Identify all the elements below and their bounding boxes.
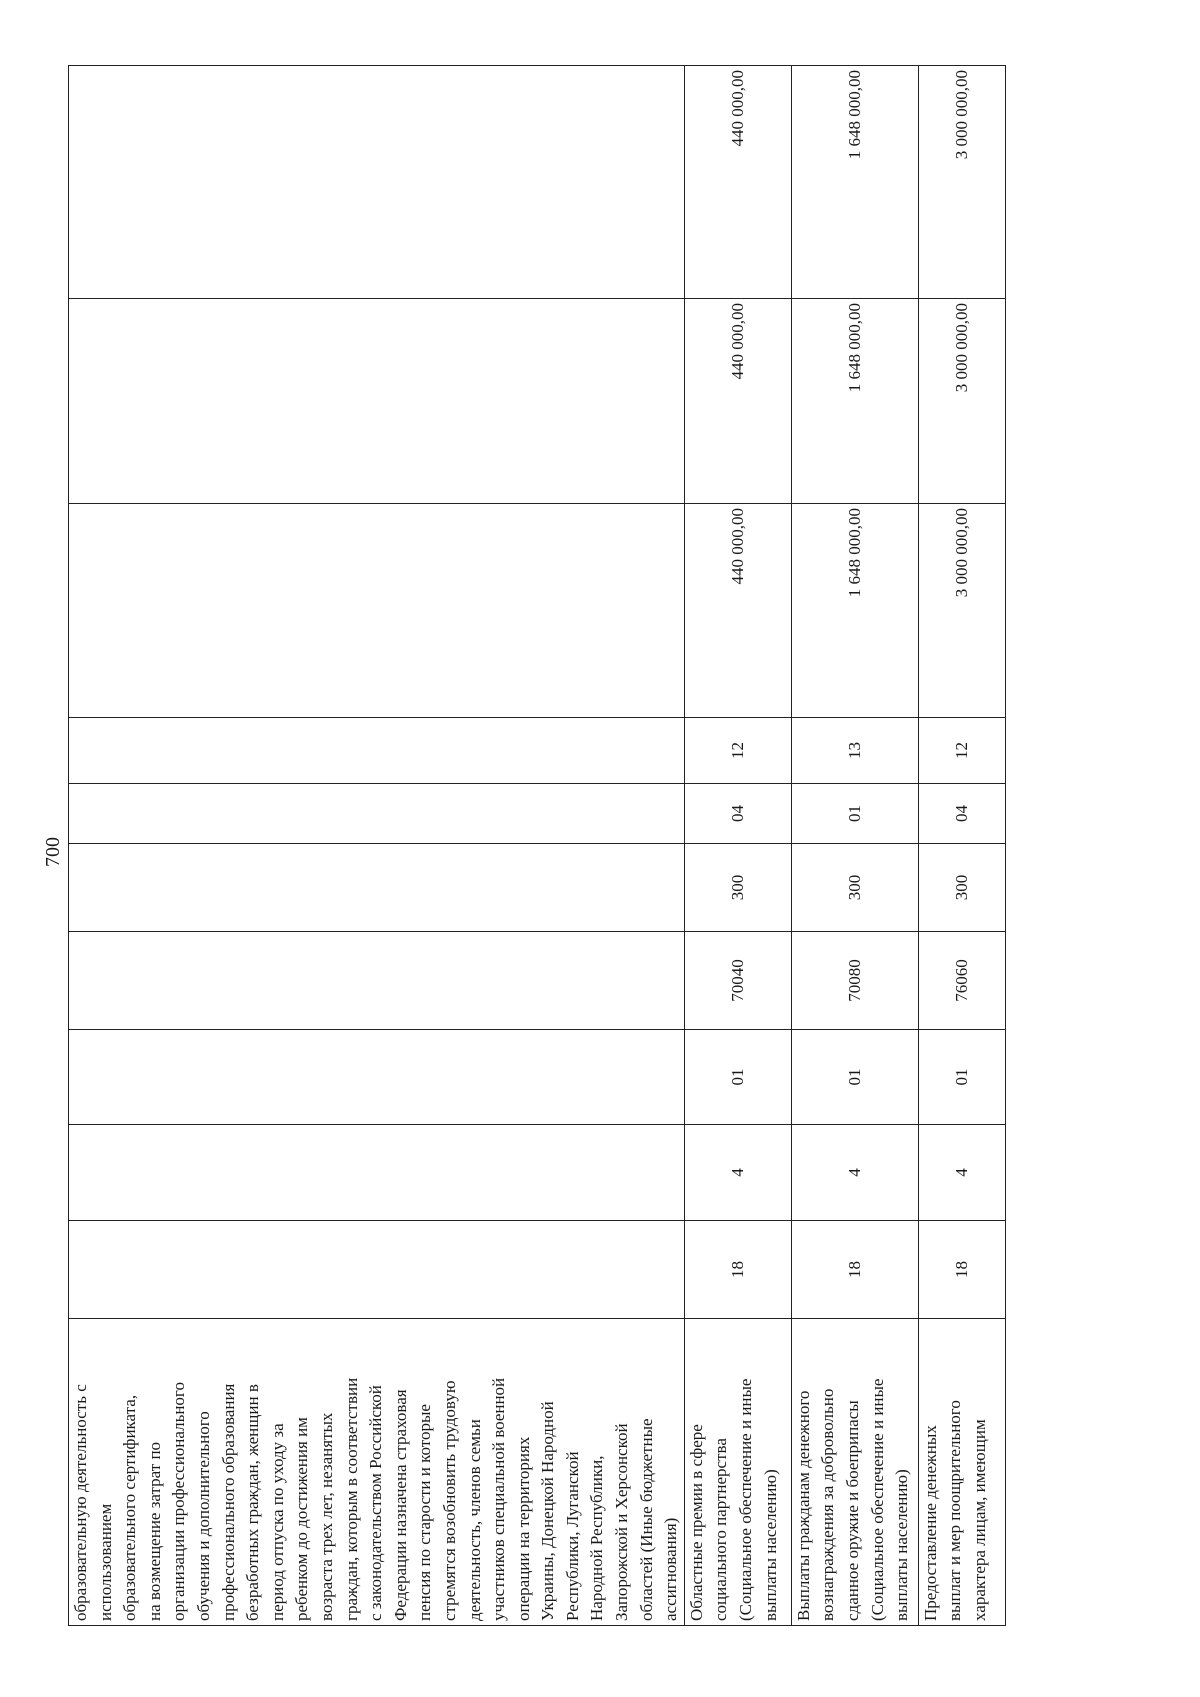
code-cell: 4 [918, 1125, 1005, 1221]
table-row [684, 66, 791, 1626]
code-cell: 70040 [684, 932, 791, 1030]
code-cell: 01 [791, 1030, 918, 1125]
code-cell [69, 844, 685, 932]
code-cell [69, 1221, 685, 1319]
amount-cell: 3 000 000,00 [918, 66, 1005, 299]
code-cell: 18 [791, 1221, 918, 1319]
amount-cell: 1 648 000,00 [791, 66, 918, 299]
amount-cell: 3 000 000,00 [918, 504, 1005, 718]
amount-cell [69, 504, 685, 718]
code-cell: 76060 [918, 932, 1005, 1030]
code-cell: 12 [684, 718, 791, 784]
code-cell [69, 1125, 685, 1221]
amount-cell: 440 000,00 [684, 66, 791, 299]
amount-cell: 3 000 000,00 [918, 299, 1005, 504]
code-cell [69, 1030, 685, 1125]
code-cell: 13 [791, 718, 918, 784]
code-cell: 18 [684, 1221, 791, 1319]
page-number: 700 [42, 837, 64, 867]
amount-cell: 1 648 000,00 [791, 299, 918, 504]
code-cell: 4 [791, 1125, 918, 1221]
code-cell: 01 [918, 1030, 1005, 1125]
code-cell: 4 [684, 1125, 791, 1221]
row-description: образовательную деятельность с использованием образовательного сертификата, на возмещение затрат по организации профессионального обучения и дополнительного профессионального образования безработных граждан, женщин в период отпуска по уходу за ребенком до достижения им возраста трех лет, незанятых граждан, которым в соответствии с законодательством Российской Федерации назначена страховая пенсия по старости и которые стремятся возобновить трудовую деятельность, членов семьи участников специальной военной операции на территориях Украины, Донецкой Народной Республики, Луганской Народной Республики, Запорожской и Херсонской областей (Иные бюджетные ассигнования) [69, 1319, 685, 1626]
budget-table [68, 65, 1006, 1626]
code-cell [69, 932, 685, 1030]
table-row [69, 66, 685, 1626]
amount-cell [69, 299, 685, 504]
row-description: Выплаты гражданам денежного вознаграждения за добровольно сданное оружие и боеприпасы (Социальное обеспечение и иные выплаты населению) [791, 1319, 918, 1626]
amount-cell [69, 66, 685, 299]
code-cell: 300 [791, 844, 918, 932]
code-cell: 04 [918, 784, 1005, 844]
code-cell: 300 [684, 844, 791, 932]
table-row [791, 66, 918, 1626]
code-cell: 12 [918, 718, 1005, 784]
row-description: Предоставление денежных выплат и мер поощрительного характера лицам, имеющим [918, 1319, 1005, 1626]
table-row [918, 66, 1005, 1626]
code-cell: 300 [918, 844, 1005, 932]
amount-cell: 440 000,00 [684, 504, 791, 718]
amount-cell: 1 648 000,00 [791, 504, 918, 718]
code-cell: 04 [684, 784, 791, 844]
code-cell: 01 [684, 1030, 791, 1125]
code-cell: 70080 [791, 932, 918, 1030]
code-cell [69, 784, 685, 844]
row-description: Областные премии в сфере социального партнерства (Социальное обеспечение и иные выплаты населению) [684, 1319, 791, 1626]
code-cell [69, 718, 685, 784]
amount-cell: 440 000,00 [684, 299, 791, 504]
code-cell: 18 [918, 1221, 1005, 1319]
code-cell: 01 [791, 784, 918, 844]
